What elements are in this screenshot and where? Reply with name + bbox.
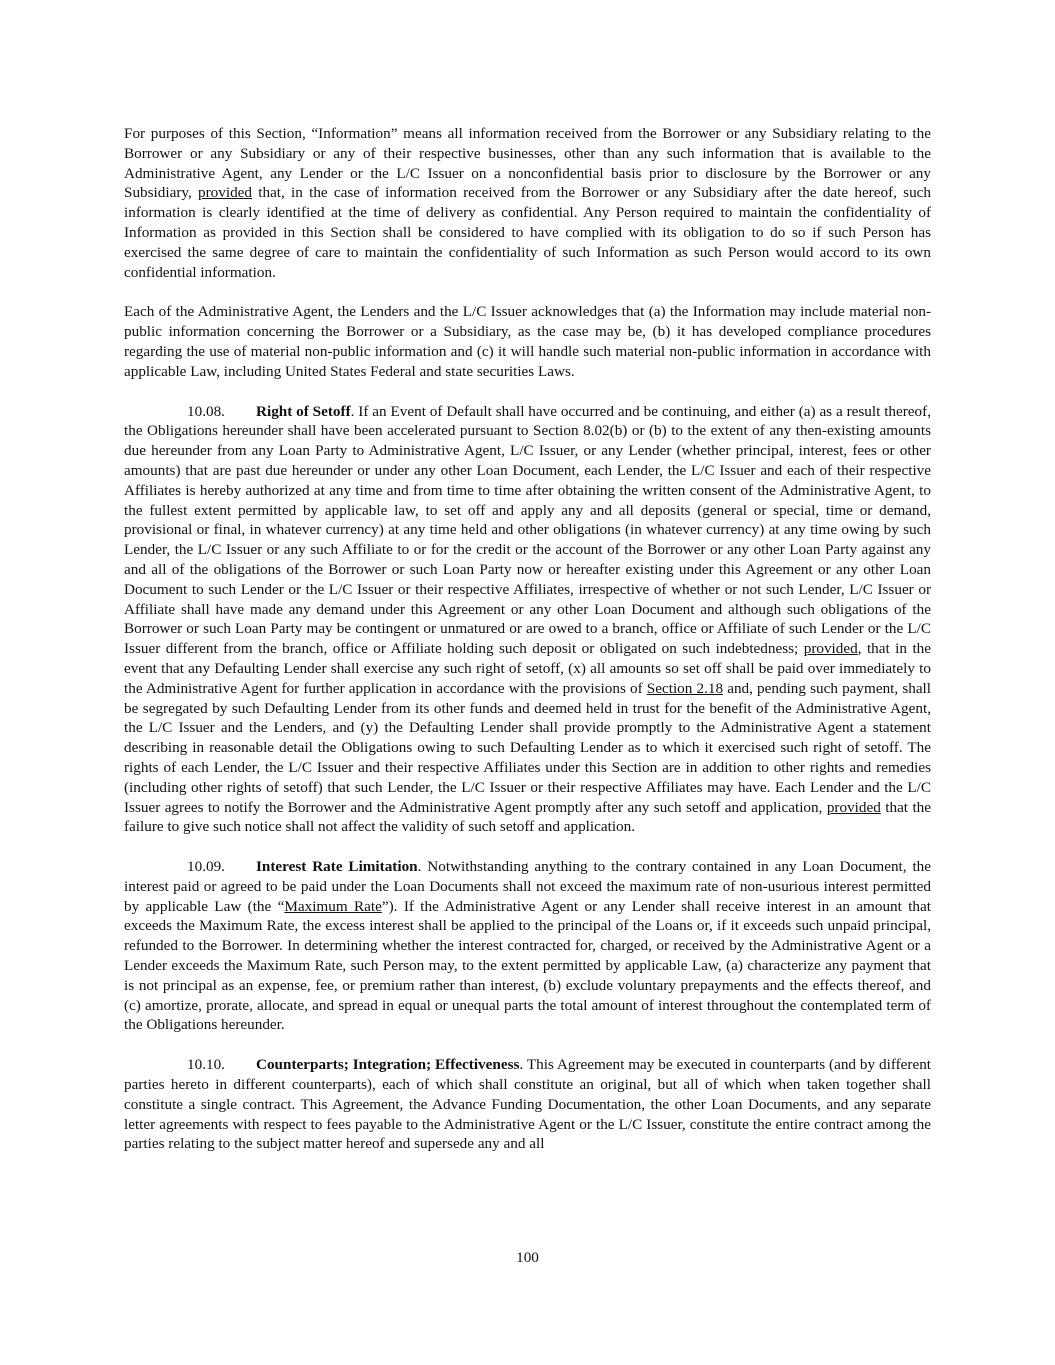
- section-10-09-paragraph: [124, 857, 931, 1035]
- text-run: . Notwithstanding anything to the contrary contained in any Loan Document, the interest paid or agreed to be paid under the Loan Documents shall not exceed the maximum rate of non-usurious interest permitted by applicable Law (the “: [124, 858, 931, 915]
- section-number: 10.08.: [187, 402, 225, 420]
- section-number: 10.09.: [187, 858, 225, 876]
- text-run: . If an Event of Default shall have occurred and be continuing, and either (a) as a result thereof, the Obligations hereunder shall have been accelerated pursuant to Section 8.02(b) or (b) to the extent of any then-existing amounts due hereunder from any Loan Party to Administrative Agent, L/C Issuer, or any Lender (whether principal, interest, fees or other amounts) that are past due hereunder or under any other Loan Document, each Lender, the L/C Issuer and each of their respective Affiliates is hereby authorized at any time and from time to time after obtaining the written consent of the Administrative Agent, to the fullest extent permitted by applicable law, to set off and apply any and all deposits (general or special, time or demand, provisional or final, in whatever currency) at any time held and other obligations (in whatever currency) at any time owing by such Lender, the L/C Issuer or any such Affiliate to or for the credit or the account of the Borrower or any other Loan Party against any and all of the obligations of the Borrower or such Loan Party now or hereafter existing under this Agreement or any other Loan Document to such Lender or the L/C Issuer or their respective Affiliates, irrespective of whether or not such Lender, L/C Issuer or Affiliate shall have made any demand under this Agreement or any other Loan Document and although such obligations of the Borrower or such Loan Party may be contingent or unmatured or are owed to a branch, office or Affiliate of such Lender or the L/C Issuer different from the branch, office or Affiliate holding such deposit or obligated on such indebtedness;: [124, 402, 931, 658]
- section-10-10-paragraph: [124, 1055, 931, 1154]
- text-run: , that in the event that any Defaulting Lender shall exercise any such right of setoff, (x) all amounts so set off shall be paid over immediately to the Administrative Agent for further application in accordance with the provisions of: [124, 640, 931, 697]
- text-run: ”). If the Administrative Agent or any Lender shall receive interest in an amount that exceeds the Maximum Rate, the excess interest shall be applied to the principal of the Loans or, if it exceeds such unpaid principal, refunded to the Borrower. In determining whether the interest contracted for, charged, or received by the Administrative Agent or a Lender exceeds the Maximum Rate, such Person may, to the extent permitted by applicable Law, (a) characterize any payment that is not principal as an expense, fee, or premium rather than interest, (b) exclude voluntary prepayments and the effects thereof, and (c) amortize, prorate, allocate, and spread in equal or unequal parts the total amount of interest throughout the contemplated term of the Obligations hereunder.: [124, 897, 931, 1034]
- section-heading: Interest Rate Limitation: [256, 858, 418, 876]
- section-number: 10.10.: [187, 1056, 225, 1074]
- provided-term: provided: [198, 184, 253, 202]
- text-run: that the failure to give such notice shall not affect the validity of such setoff and application.: [124, 798, 931, 836]
- document-page: [124, 124, 931, 1174]
- section-heading: Right of Setoff: [256, 402, 351, 420]
- defined-term-maximum-rate: Maximum Rate: [284, 897, 382, 915]
- provided-term: provided: [803, 640, 858, 658]
- text-run: For purposes of this Section, “Information” means all information received from the Borrower or any Subsidiary relating to the Borrower or any Subsidiary or any of their respective businesses, other than any such information that is available to the Administrative Agent, any Lender or the L/C Issuer on a nonconfidential basis prior to disclosure by the Borrower or any Subsidiary,: [124, 125, 931, 202]
- acknowledgment-paragraph: [124, 302, 931, 381]
- page-number: 100: [516, 1249, 539, 1266]
- provided-term: provided: [826, 798, 881, 816]
- information-definition-paragraph: [124, 124, 931, 282]
- section-reference: Section 2.18: [646, 679, 724, 697]
- text-run: that, in the case of information received from the Borrower or any Subsidiary after the date hereof, such information is clearly identified at the time of delivery as confidential. Any Person required to maintain the confidentiality of Information as provided in this Section shall be considered to have complied with its obligation to do so if such Person has exercised the same degree of care to maintain the confidentiality of such Information as such Person would accord to its own confidential information.: [124, 184, 931, 281]
- section-heading: Counterparts; Integration; Effectiveness: [256, 1056, 520, 1074]
- text-run: . This Agreement may be executed in counterparts (and by different parties hereto in different counterparts), each of which shall constitute an original, but all of which when taken together shall constitute a single contract. This Agreement, the Advance Funding Documentation, the other Loan Documents, and any separate letter agreements with respect to fees payable to the Administrative Agent or the L/C Issuer, constitute the entire contract among the parties relating to the subject matter hereof and supersede any and all: [124, 1056, 932, 1153]
- text-run: and, pending such payment, shall be segregated by such Defaulting Lender from its other funds and deemed held in trust for the benefit of the Administrative Agent, the L/C Issuer and the Lenders, and (y) the Defaulting Lender shall provide promptly to the Administrative Agent a statement describing in reasonable detail the Obligations owing to such Defaulting Lender as to which it exercised such right of setoff. The rights of each Lender, the L/C Issuer and their respective Affiliates under this Section are in addition to other rights and remedies (including other rights of setoff) that such Lender, the L/C Issuer or their respective Affiliates may have. Each Lender and the L/C Issuer agrees to notify the Borrower and the Administrative Agent promptly after any such setoff and application,: [124, 679, 932, 816]
- text-run: Each of the Administrative Agent, the Lenders and the L/C Issuer acknowledges that (a) the Information may include material non-public information concerning the Borrower or a Subsidiary, as the case may be, (b) it has developed compliance procedures regarding the use of material non-public information and (c) it will handle such material non-public information in accordance with applicable Law, including United States Federal and state securities Laws.: [124, 303, 931, 380]
- section-10-08-paragraph: [124, 402, 931, 838]
